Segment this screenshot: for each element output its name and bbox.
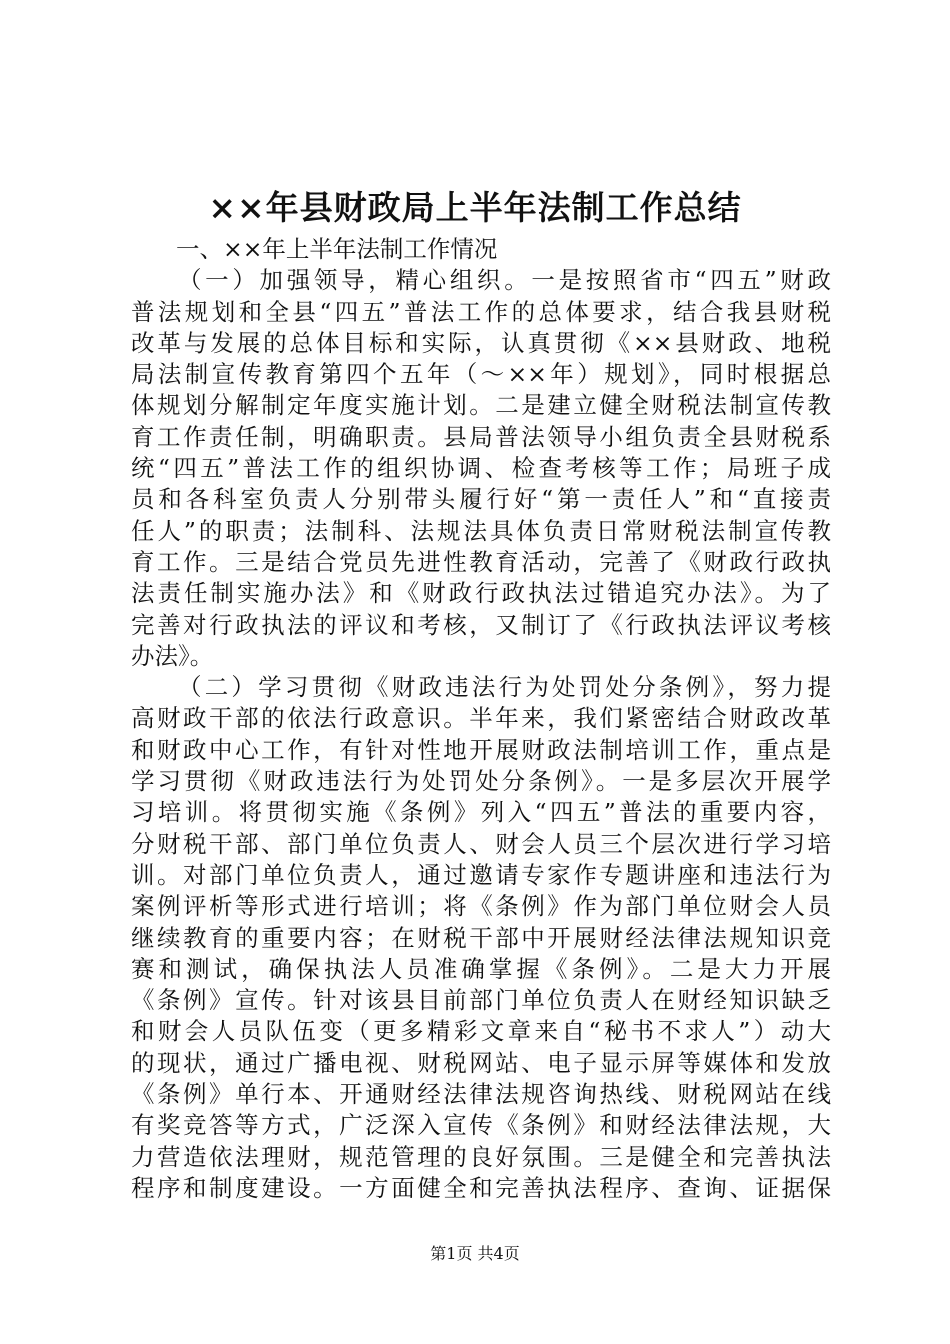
paragraph-line: 赛和测试，确保执法人员准确掌握《条例》。二是大力开展 — [131, 954, 831, 983]
paragraph-line: （一）加强领导，精心组织。一是按照省市“四五”财政 — [178, 266, 831, 295]
paragraph-line: 员和各科室负责人分别带头履行好“第一责任人”和“直接责 — [131, 485, 831, 514]
paragraph-line: 任人”的职责；法制科、法规法具体负责日常财税法制宣传教 — [131, 516, 831, 545]
document-title: ××年县财政局上半年法制工作总结 — [208, 188, 742, 227]
paragraph-line: 学习贯彻《财政违法行为处罚处分条例》。一是多层次开展学 — [131, 767, 831, 796]
paragraph-line: 高财政干部的依法行政意识。半年来，我们紧密结合财政改革 — [131, 704, 831, 733]
paragraph-line: 《条例》宣传。针对该县目前部门单位负责人在财经知识缺乏 — [131, 986, 831, 1015]
paragraph-line: 完善对行政执法的评议和考核，又制订了《行政执法评议考核 — [131, 610, 831, 639]
paragraph-line: 有奖竞答等方式，广泛深入宣传《条例》和财经法律法规，大 — [131, 1111, 831, 1140]
paragraph-line: 案例评析等形式进行培训；将《条例》作为部门单位财会人员 — [131, 892, 831, 921]
paragraph-line: 局法制宣传教育第四个五年（～××年）规划》，同时根据总 — [131, 360, 831, 389]
paragraph-line: 育工作。三是结合党员先进性教育活动，完善了《财政行政执 — [131, 547, 831, 576]
paragraph-line: 程序和制度建设。一方面健全和完善执法程序、查询、证据保 — [131, 1173, 831, 1202]
section-heading: 一、××年上半年法制工作情况 — [176, 235, 498, 263]
paragraph-line: 办法》。 — [131, 641, 214, 670]
paragraph-line: 和财政中心工作，有针对性地开展财政法制培训工作，重点是 — [131, 735, 831, 764]
paragraph-line: 普法规划和全县“四五”普法工作的总体要求，结合我县财税 — [131, 297, 831, 326]
paragraph-line: 统“四五”普法工作的组织协调、检查考核等工作；局班子成 — [131, 454, 831, 483]
paragraph-line: 分财税干部、部门单位负责人、财会人员三个层次进行学习培 — [131, 829, 831, 858]
paragraph-line: 习培训。将贯彻实施《条例》列入“四五”普法的重要内容， — [131, 798, 831, 827]
paragraph-line: 改革与发展的总体目标和实际，认真贯彻《××县财政、地税 — [131, 328, 831, 357]
paragraph-line: 《条例》单行本、开通财经法律法规咨询热线、财税网站在线 — [131, 1080, 831, 1109]
paragraph-line: 继续教育的重要内容；在财税干部中开展财经法律法规知识竞 — [131, 923, 831, 952]
paragraph-line: 训。对部门单位负责人，通过邀请专家作专题讲座和违法行为 — [131, 860, 831, 889]
paragraph-line: 育工作责任制，明确职责。县局普法领导小组负责全县财税系 — [131, 422, 831, 451]
document-body — [131, 234, 831, 1204]
paragraph-line: 力营造依法理财，规范管理的良好氛围。三是健全和完善执法 — [131, 1142, 831, 1171]
paragraph-line: 法责任制实施办法》和《财政行政执法过错追究办法》。为了 — [131, 579, 831, 608]
paragraph-line: 的现状，通过广播电视、财税网站、电子显示屏等媒体和发放 — [131, 1048, 831, 1077]
paragraph-line: 体规划分解制定年度实施计划。二是建立健全财税法制宣传教 — [131, 391, 831, 420]
paragraph-line: （二）学习贯彻《财政违法行为处罚处分条例》，努力提 — [178, 673, 831, 702]
page-number-footer: 第1页 共4页 — [430, 1244, 520, 1263]
paragraph-line: 和财会人员队伍变（更多精彩文章来自“秘书不求人”）动大 — [131, 1017, 831, 1046]
